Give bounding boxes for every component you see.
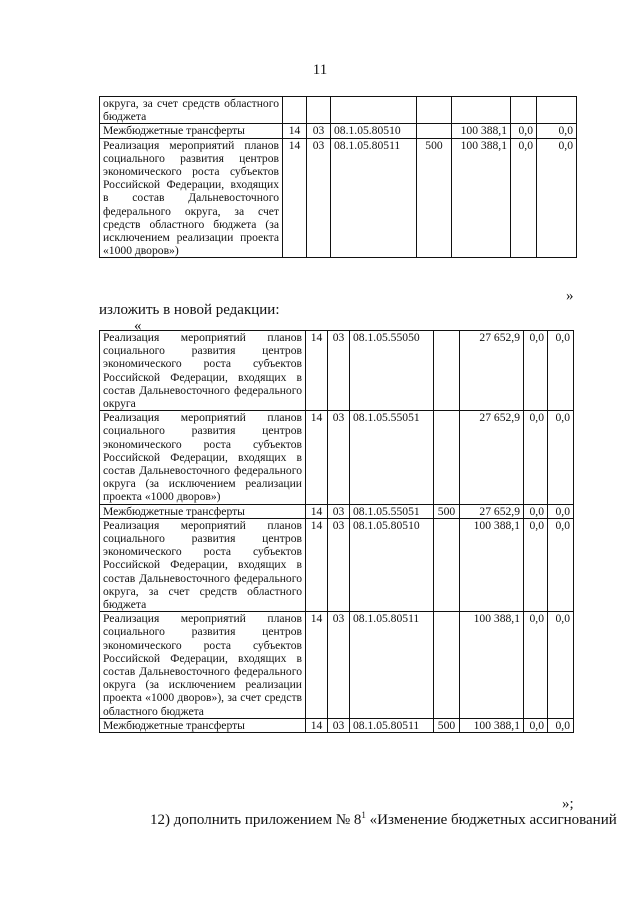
- section-code: 14: [306, 718, 328, 732]
- intro-text: изложить в новой редакции:: [99, 302, 280, 318]
- budget-item-name: Межбюджетные трансферты: [100, 504, 306, 518]
- target-article-code: 08.1.05.80511: [331, 138, 417, 258]
- old-budget-table: [99, 96, 577, 258]
- section-code: 14: [306, 331, 328, 411]
- amount-year-2: 0,0: [524, 331, 548, 411]
- section-code: [283, 97, 307, 124]
- expense-type-code: 500: [434, 504, 460, 518]
- budget-item-name: Реализация мероприятий планов социального развития центров экономического роста субъектов Российской Федерации, входящих в состав Дальневосточного федерального округа: [100, 331, 306, 411]
- expense-type-code: 500: [434, 718, 460, 732]
- amount-year-1: 100 388,1: [460, 612, 524, 719]
- table-row: [100, 411, 574, 504]
- section-code: 14: [283, 138, 307, 258]
- amount-year-1: [452, 97, 511, 124]
- budget-item-name: Реализация мероприятий планов социального развития центров экономического роста субъектов Российской Федерации, входящих в состав Дальневосточного федерального округа (за исключением реализации проекта «1000 дворов»): [100, 411, 306, 504]
- target-article-code: 08.1.05.80511: [350, 612, 434, 719]
- section-code: 14: [306, 504, 328, 518]
- target-article-code: 08.1.05.80511: [350, 718, 434, 732]
- amount-year-3: 0,0: [548, 504, 574, 518]
- expense-type-code: [434, 331, 460, 411]
- budget-item-name: Межбюджетные трансферты: [100, 124, 283, 138]
- amount-year-3: [537, 97, 577, 124]
- amount-year-1: 100 388,1: [452, 124, 511, 138]
- table-row: [100, 612, 574, 719]
- amount-year-2: 0,0: [511, 124, 537, 138]
- expense-type-code: [434, 518, 460, 611]
- section-code: 14: [306, 411, 328, 504]
- amount-year-3: 0,0: [548, 331, 574, 411]
- subsection-code: 03: [328, 504, 350, 518]
- table-row: [100, 97, 577, 124]
- amount-year-2: 0,0: [524, 504, 548, 518]
- amount-year-2: 0,0: [524, 518, 548, 611]
- table-row: [100, 124, 577, 138]
- amount-year-3: 0,0: [548, 718, 574, 732]
- new-budget-table: [99, 330, 574, 733]
- paragraph-12: [150, 812, 617, 829]
- amount-year-3: 0,0: [548, 411, 574, 504]
- amount-year-2: 0,0: [524, 612, 548, 719]
- amount-year-2: [511, 97, 537, 124]
- subsection-code: 03: [328, 518, 350, 611]
- expense-type-code: [434, 612, 460, 719]
- table-row: [100, 718, 574, 732]
- amount-year-3: 0,0: [537, 124, 577, 138]
- amount-year-1: 100 388,1: [460, 518, 524, 611]
- table-row: [100, 138, 577, 258]
- closing-quote-semicolon: »;: [562, 796, 574, 812]
- amount-year-1: 27 652,9: [460, 411, 524, 504]
- subsection-code: 03: [307, 124, 331, 138]
- paragraph-12-start: 12) дополнить приложением № 8: [150, 812, 362, 828]
- subsection-code: 03: [328, 612, 350, 719]
- budget-item-name: округа, за счет средств областного бюджета: [100, 97, 283, 124]
- amount-year-3: 0,0: [548, 612, 574, 719]
- expense-type-code: [434, 411, 460, 504]
- table-row: [100, 331, 574, 411]
- amount-year-1: 100 388,1: [460, 718, 524, 732]
- budget-item-name: Реализация мероприятий планов социального развития центров экономического роста субъектов Российской Федерации, входящих в состав Дальневосточного федерального округа (за исключением реализации проекта «1000 дворов»), за счет средств областного бюджета: [100, 612, 306, 719]
- section-code: 14: [283, 124, 307, 138]
- amount-year-3: 0,0: [537, 138, 577, 258]
- table-row: [100, 518, 574, 611]
- amount-year-3: 0,0: [548, 518, 574, 611]
- expense-type-code: [417, 124, 452, 138]
- table-row: [100, 504, 574, 518]
- amount-year-2: 0,0: [524, 718, 548, 732]
- closing-quote: »: [566, 288, 574, 304]
- amount-year-2: 0,0: [524, 411, 548, 504]
- subsection-code: 03: [328, 331, 350, 411]
- paragraph-12-end: «Изменение бюджетных ассигнований: [365, 812, 617, 828]
- target-article-code: 08.1.05.55050: [350, 331, 434, 411]
- expense-type-code: [417, 97, 452, 124]
- subsection-code: 03: [328, 718, 350, 732]
- budget-item-name: Межбюджетные трансферты: [100, 718, 306, 732]
- amount-year-1: 100 388,1: [452, 138, 511, 258]
- target-article-code: 08.1.05.80510: [331, 124, 417, 138]
- target-article-code: 08.1.05.55051: [350, 411, 434, 504]
- subsection-code: 03: [307, 138, 331, 258]
- budget-item-name: Реализация мероприятий планов социального развития центров экономического роста субъектов Российской Федерации, входящих в состав Дальневосточного федерального округа, за счет средств областного бюджета: [100, 518, 306, 611]
- amount-year-2: 0,0: [511, 138, 537, 258]
- target-article-code: [331, 97, 417, 124]
- target-article-code: 08.1.05.55051: [350, 504, 434, 518]
- target-article-code: 08.1.05.80510: [350, 518, 434, 611]
- amount-year-1: 27 652,9: [460, 504, 524, 518]
- budget-item-name: Реализация мероприятий планов социального развития центров экономического роста субъектов Российской Федерации, входящих в состав Дальневосточного федерального округа, за счет средств областного бюджета (за исключением реализации проекта «1000 дворов»): [100, 138, 283, 258]
- opening-quote: «: [134, 318, 142, 334]
- paragraph-12-sup: 1: [361, 810, 366, 820]
- page-number: 11: [312, 62, 328, 78]
- section-code: 14: [306, 518, 328, 611]
- subsection-code: [307, 97, 331, 124]
- expense-type-code: 500: [417, 138, 452, 258]
- amount-year-1: 27 652,9: [460, 331, 524, 411]
- subsection-code: 03: [328, 411, 350, 504]
- section-code: 14: [306, 612, 328, 719]
